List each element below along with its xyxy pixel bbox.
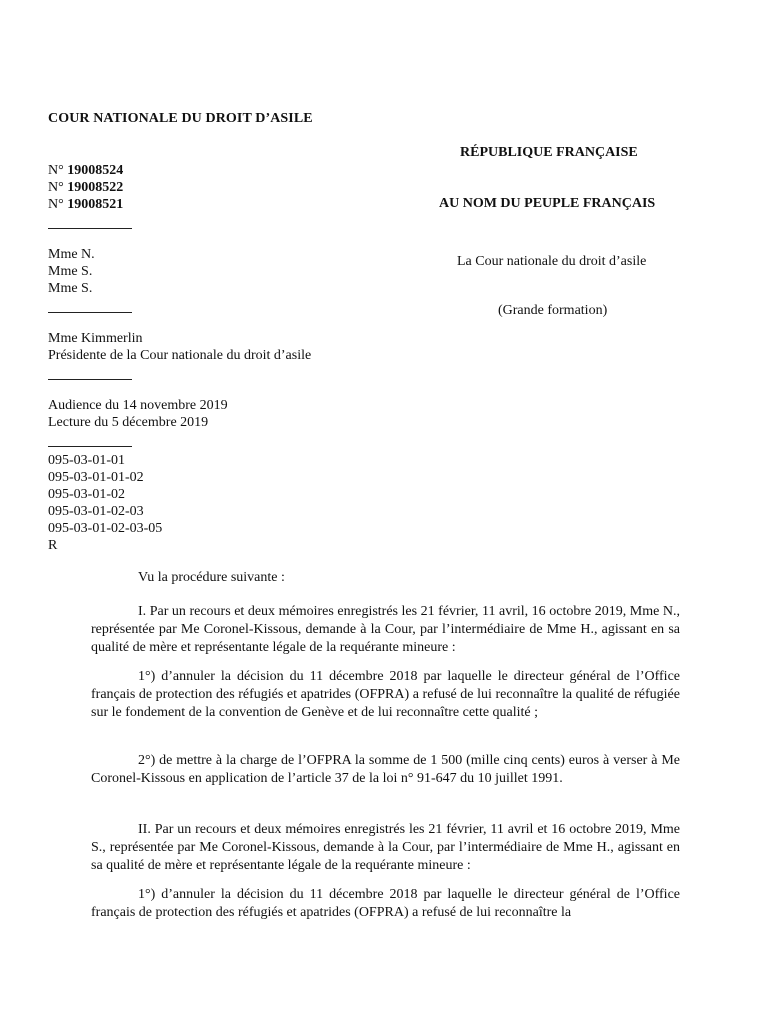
president-title: Présidente de la Cour nationale du droit d’asile (48, 348, 312, 363)
au-nom-heading: AU NOM DU PEUPLE FRANÇAIS (439, 196, 656, 211)
separator-line (48, 228, 132, 229)
party-name: Mme S. (48, 264, 93, 279)
president-name: Mme Kimmerlin (48, 331, 143, 346)
classification-code: 095-03-01-02-03-05 (48, 521, 163, 536)
case-number: N° 19008522 (48, 180, 124, 195)
party-name: Mme N. (48, 247, 95, 262)
classification-code: R (48, 538, 58, 553)
court-title: COUR NATIONALE DU DROIT D’ASILE (48, 111, 313, 126)
party-name: Mme S. (48, 281, 93, 296)
paragraph-3: 2°) de mettre à la charge de l’OFPRA la somme de 1 500 (mille cinq cents) euros à verser à Me Coronel-Kissous en application de l’article 37 de la loi n° 91-647 du 10 juillet 1991. (91, 753, 680, 786)
paragraph-4: II. Par un recours et deux mémoires enregistrés les 21 février, 11 avril et 16 octobre 2019, Mme S., représentée par Me Coronel-Kissous, demande à la Cour, par l’intermédiaire de Mme H., agissant en sa qualité de mère et représentante légale de la requérante mineure : (91, 822, 680, 873)
separator-line (48, 312, 132, 313)
classification-code: 095-03-01-02 (48, 487, 125, 502)
formation-heading: (Grande formation) (498, 303, 608, 318)
classification-codes (48, 452, 162, 554)
classification-code: 095-03-01-01-02 (48, 470, 144, 485)
lecture-date: Lecture du 5 décembre 2019 (48, 415, 209, 430)
paragraph-2: 1°) d’annuler la décision du 11 décembre 2018 par laquelle le directeur général de l’Office français de protection des réfugiés et apatrides (OFPRA) a refusé de lui reconnaître la qualité de réfugiée sur le fondement de la convention de Genève et de lui reconnaître cette qualité ; (91, 669, 680, 720)
classification-code: 095-03-01-02-03 (48, 504, 144, 519)
dates-block (48, 397, 228, 431)
procedure-intro: Vu la procédure suivante : (138, 570, 285, 585)
republic-heading: RÉPUBLIQUE FRANÇAISE (460, 145, 638, 160)
separator-line (48, 446, 132, 447)
classification-code: 095-03-01-01 (48, 453, 125, 468)
case-numbers (48, 162, 123, 213)
paragraph-5: 1°) d’annuler la décision du 11 décembre 2018 par laquelle le directeur général de l’Office français de protection des réfugiés et apatrides (OFPRA) a refusé de lui reconnaître la (91, 887, 680, 920)
paragraph-1: I. Par un recours et deux mémoires enregistrés les 21 février, 11 avril, 16 octobre 2019, Mme N., représentée par Me Coronel-Kissous, demande à la Cour, par l’intermédiaire de Mme H., agissant en sa qualité de mère et représentante légale de la requérante mineure : (91, 604, 680, 655)
case-number: N° 19008524 (48, 163, 124, 178)
separator-line (48, 379, 132, 380)
parties-list (48, 246, 95, 297)
case-number: N° 19008521 (48, 197, 124, 212)
audience-date: Audience du 14 novembre 2019 (48, 398, 228, 413)
court-heading: La Cour nationale du droit d’asile (457, 254, 647, 269)
president-block (48, 330, 311, 364)
